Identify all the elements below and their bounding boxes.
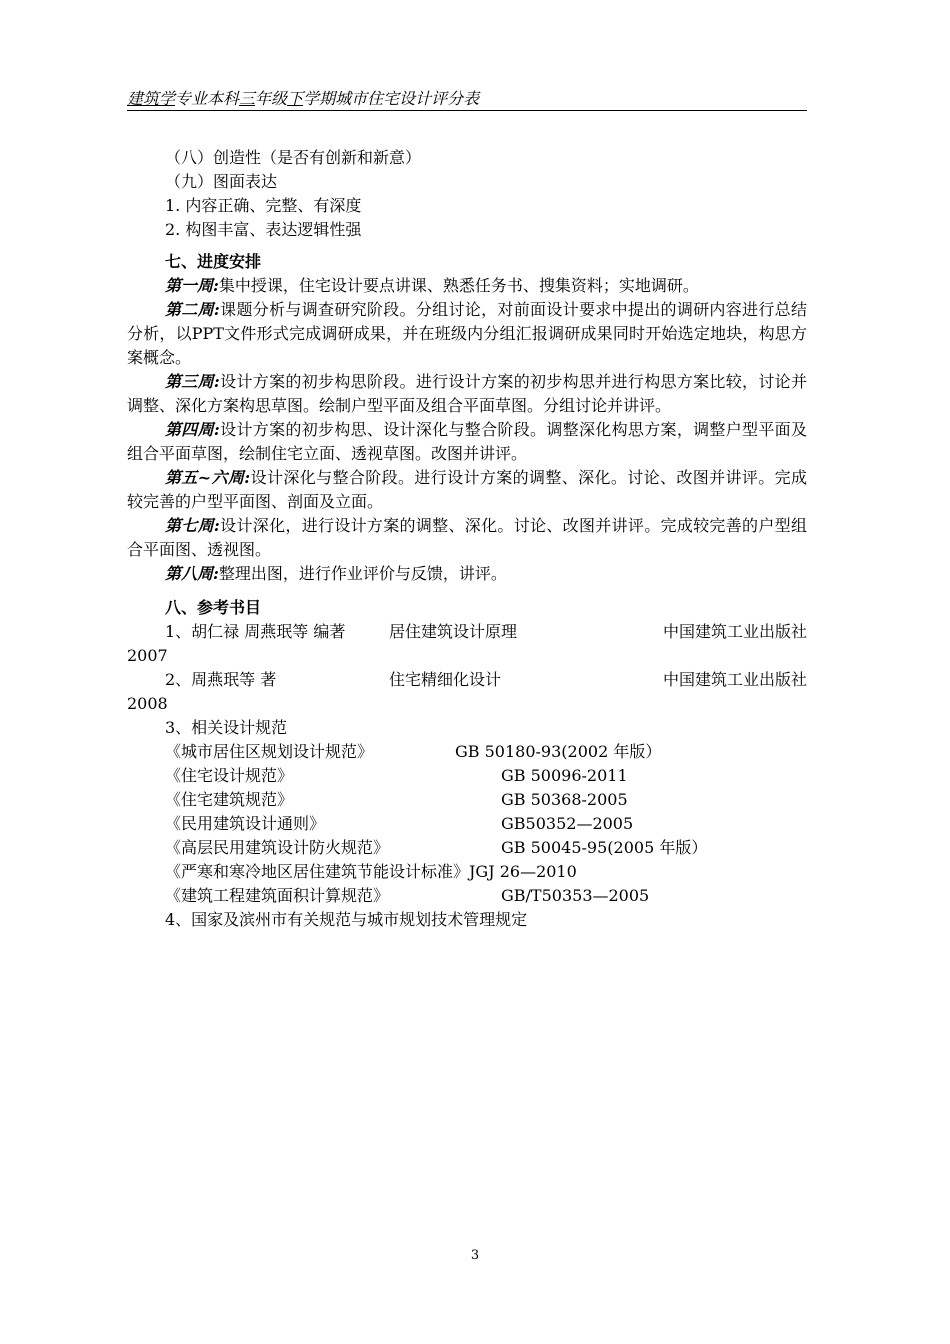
references-heading: 八、参考书目	[165, 598, 262, 617]
standard-code: GB 50045-95(2005 年版）	[501, 838, 708, 857]
standard-name: 《严寒和寒冷地区居住建筑节能设计标准》	[165, 862, 470, 881]
header-grade: 三	[239, 89, 256, 108]
week-label: 第五~六周:	[165, 468, 251, 487]
standard-name: 《建筑工程建筑面积计算规范》	[165, 886, 390, 905]
standard-code: GB/T50353—2005	[501, 886, 650, 905]
week-text: 整理出图，进行作业评价与反馈，讲评。	[218, 564, 507, 583]
standard-row	[127, 836, 807, 860]
header-text-2: 年级	[255, 89, 288, 108]
week-3	[127, 370, 807, 418]
standard-code: GB 50180-93(2002 年版）	[455, 742, 662, 761]
week-1	[127, 274, 807, 298]
week-text: 课题分析与调查研究阶段。分组讨论，对前面设计要求中提出的调研内容进行总结分析，以PPT文件形式完成调研成果，并在班级内分组汇报调研成果同时开始选定地块，构思方案概念。	[127, 300, 807, 367]
header-major: 建筑学	[127, 89, 176, 108]
standard-code: GB50352—2005	[501, 814, 634, 833]
standard-row	[127, 860, 807, 884]
week-label: 第二周:	[165, 300, 220, 319]
standard-code: GB 50368-2005	[501, 790, 628, 809]
standard-row	[127, 764, 807, 788]
document-body	[127, 146, 807, 932]
standard-code: GB 50096-2011	[501, 766, 628, 785]
week-text: 集中授课，住宅设计要点讲课、熟悉任务书、搜集资料；实地调研。	[218, 276, 699, 295]
standard-row	[127, 812, 807, 836]
standard-row	[127, 788, 807, 812]
reference-4: 4、国家及滨州市有关规范与城市规划技术管理规定	[165, 910, 528, 929]
reference-publisher: 中国建筑工业出版社	[662, 622, 807, 641]
page-number: 3	[470, 1248, 480, 1263]
header-term: 下	[287, 89, 304, 108]
standard-name: 《城市居住区规划设计规范》	[165, 742, 374, 761]
standard-name: 《民用建筑设计通则》	[165, 814, 326, 833]
criterion-9-item-1: 1. 内容正确、完整、有深度	[165, 196, 362, 215]
week-text: 设计深化与整合阶段。进行设计方案的调整、深化。讨论、改图并讲评。完成较完善的户型平面图、剖面及立面。	[127, 468, 807, 511]
criterion-9: （九）图面表达	[165, 172, 278, 191]
week-label: 第四周:	[165, 420, 220, 439]
reference-year: 2008	[127, 694, 168, 713]
week-text: 设计深化，进行设计方案的调整、深化。讨论、改图并讲评。完成较完善的户型组合平面图、透视图。	[127, 516, 807, 559]
header-text-3: 学期城市住宅设计评分表	[303, 89, 480, 108]
reference-3: 3、相关设计规范	[165, 718, 288, 737]
reference-title: 居住建筑设计原理	[389, 622, 518, 641]
standard-row	[127, 740, 807, 764]
page-header	[127, 88, 807, 111]
reference-year: 2007	[127, 646, 168, 665]
week-label: 第三周:	[165, 372, 220, 391]
week-2	[127, 298, 807, 370]
standard-name: 《住宅建筑规范》	[165, 790, 294, 809]
week-text: 设计方案的初步构思阶段。进行设计方案的初步构思并进行构思方案比较，讨论并调整、深化方案构思草图。绘制户型平面及组合平面草图。分组讨论并讲评。	[127, 372, 807, 415]
reference-author: 1、胡仁禄 周燕珉等 编著	[165, 622, 346, 641]
week-label: 第八周:	[165, 564, 219, 583]
reference-1	[127, 620, 807, 644]
week-label: 第一周:	[165, 276, 219, 295]
criterion-8: （八）创造性（是否有创新和新意）	[165, 148, 422, 167]
week-text: 设计方案的初步构思、设计深化与整合阶段。调整深化构思方案，调整户型平面及组合平面草图，绘制住宅立面、透视草图。改图并讲评。	[127, 420, 807, 463]
week-5-6	[127, 466, 807, 514]
week-7	[127, 514, 807, 562]
standard-code: JGJ 26—2010	[469, 862, 577, 881]
week-4	[127, 418, 807, 466]
header-text-1: 专业本科	[175, 89, 240, 108]
reference-title: 住宅精细化设计	[389, 670, 502, 689]
schedule-heading: 七、进度安排	[165, 252, 262, 271]
week-label: 第七周:	[165, 516, 220, 535]
standard-name: 《高层民用建筑设计防火规范》	[165, 838, 390, 857]
standard-row	[127, 884, 807, 908]
week-8	[127, 562, 807, 586]
standard-name: 《住宅设计规范》	[165, 766, 294, 785]
reference-publisher: 中国建筑工业出版社	[662, 670, 807, 689]
reference-2	[127, 668, 807, 692]
reference-author: 2、周燕珉等 著	[165, 670, 277, 689]
criterion-9-item-2: 2. 构图丰富、表达逻辑性强	[165, 220, 362, 239]
